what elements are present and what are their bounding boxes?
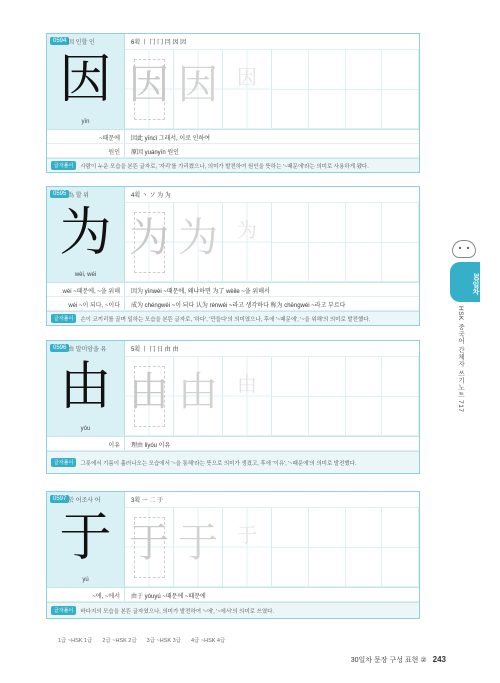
trace-cell[interactable]: 为: [223, 203, 272, 282]
legend-item: 2급 ~HSK 2급: [102, 638, 137, 644]
blank-grid[interactable]: [272, 508, 419, 587]
practice-area: [125, 187, 419, 282]
day-tab[interactable]: 30일차: [450, 262, 480, 302]
etymology-note: 글자풀이 사람이 누운 모습을 본뜬 글자로, '자리'를 가리켰으나, 의미가 발전하여 원인을 뜻하는 '~때문에'라는 의미로 사용하게 됐다.: [47, 158, 419, 172]
entry-number: 0596: [50, 344, 69, 352]
main-character: 于: [59, 508, 112, 568]
entry-number: 0595: [50, 190, 69, 198]
meaning: 이유: [47, 437, 125, 450]
hanja-meaning: 因 인할 인: [68, 40, 95, 46]
etymology-note: 글자풀이 손이 코끼리를 끌며 일하는 모습을 본뜬 글자로, '하다', '만들다'의 의미였으나, 후에 '~때문에', '~을 위해'의 의미로 발전했다.: [47, 311, 419, 325]
entry-number: 0594: [50, 37, 69, 45]
blank-grid[interactable]: [272, 357, 419, 436]
char-panel: [47, 34, 125, 129]
entry-number: 0597: [50, 495, 69, 503]
main-character: 为: [59, 203, 112, 263]
trace-cell[interactable]: 为: [174, 203, 223, 282]
char-card-4: [46, 491, 420, 619]
example: 成为 chéngwéi ~이 되다 认为 rènwéi ~라고 생각하다 称为 chēngwéi ~라고 부르다: [131, 303, 346, 309]
example: 原因 yuányīn 원인: [131, 150, 179, 156]
practice-area: [125, 34, 419, 129]
page-number: 243: [432, 655, 446, 664]
legend-item: 3급 ~HSK 3급: [146, 638, 181, 644]
pinyin: yīn: [81, 119, 90, 125]
pinyin: yú: [82, 577, 89, 583]
char-panel: [47, 492, 125, 587]
pinyin: wèi, wéi: [74, 272, 97, 278]
meaning: ~에, ~에서: [47, 588, 125, 601]
char-card-1: [46, 33, 420, 173]
trace-cell[interactable]: 于: [223, 508, 272, 587]
etymology-note: 글자풀이 바다지의 모습을 본뜬 글자였으나, 의미가 발전하여 '~에', '~에서'의 의미로 쓰였다.: [47, 602, 419, 618]
practice-area: [125, 492, 419, 587]
char-panel: [47, 187, 125, 282]
page-footer: [351, 655, 446, 665]
stroke-order: 6획 丨 冂 冂 冃 因 因: [125, 34, 419, 50]
mascot-icon: [452, 240, 476, 258]
stroke-order: 4획 丶 ソ 为 为: [125, 187, 419, 203]
book-title: HSK 중국어 간체자 쓰기노트 717: [457, 306, 464, 413]
trace-cell[interactable]: 由: [174, 357, 223, 436]
level-legend: [58, 636, 225, 644]
char-panel: [47, 341, 125, 436]
stroke-order: 3획 一 二 于: [125, 492, 419, 508]
legend-item: 1급 ~HSK 1급: [58, 638, 93, 644]
hanja-meaning: 於 어조사 어: [68, 498, 101, 504]
trace-cell[interactable]: 因: [223, 50, 272, 129]
trace-cell[interactable]: 由: [125, 357, 174, 436]
trace-cell[interactable]: 于: [125, 508, 174, 587]
practice-area: [125, 341, 419, 436]
main-character: 因: [59, 50, 112, 110]
blank-grid[interactable]: [272, 203, 419, 282]
etymology-note: 글자풀이 그릇에서 기름이 흘러나오는 모습에서 '~을 통해'라는 뜻으로 의미가 생겼고, 후에 '이유', '~때문에'의 의미로 발전했다.: [47, 451, 419, 473]
trace-cell[interactable]: 由: [223, 357, 272, 436]
meaning: 원인: [47, 144, 125, 157]
legend-item: 4급 ~HSK 4급: [190, 638, 226, 644]
trace-cell[interactable]: 因: [125, 50, 174, 129]
trace-cell[interactable]: 为: [125, 203, 174, 282]
main-character: 由: [59, 357, 112, 417]
example: 因此 yīncǐ 그래서, 이로 인하여: [131, 136, 211, 142]
trace-cell[interactable]: 于: [174, 508, 223, 587]
meaning: wèi ~때문에, ~을 위해: [47, 283, 125, 296]
meaning: ~때문에: [47, 130, 125, 143]
hanja-meaning: 由 말미암을 유: [68, 347, 107, 353]
example: 因为 yīnwèi ~때문에, 왜냐하면 为了 wèile ~을 위해서: [131, 289, 270, 295]
blank-grid[interactable]: [272, 50, 419, 129]
meaning: wéi ~이 되다, ~이다: [47, 297, 125, 310]
stroke-order: 5획 丨 冂 日 由 由: [125, 341, 419, 357]
char-card-2: [46, 186, 420, 326]
hanja-meaning: 為 할 위: [68, 193, 89, 199]
example: 由于 yóuyú ~때문에 ~때문에: [131, 594, 206, 600]
example: 理由 lǐyóu 이유: [131, 443, 171, 449]
trace-cell[interactable]: 因: [174, 50, 223, 129]
section-title: 30일차 문장 구성 표현 ②: [350, 657, 427, 664]
char-card-3: [46, 340, 420, 474]
pinyin: yóu: [80, 426, 91, 432]
